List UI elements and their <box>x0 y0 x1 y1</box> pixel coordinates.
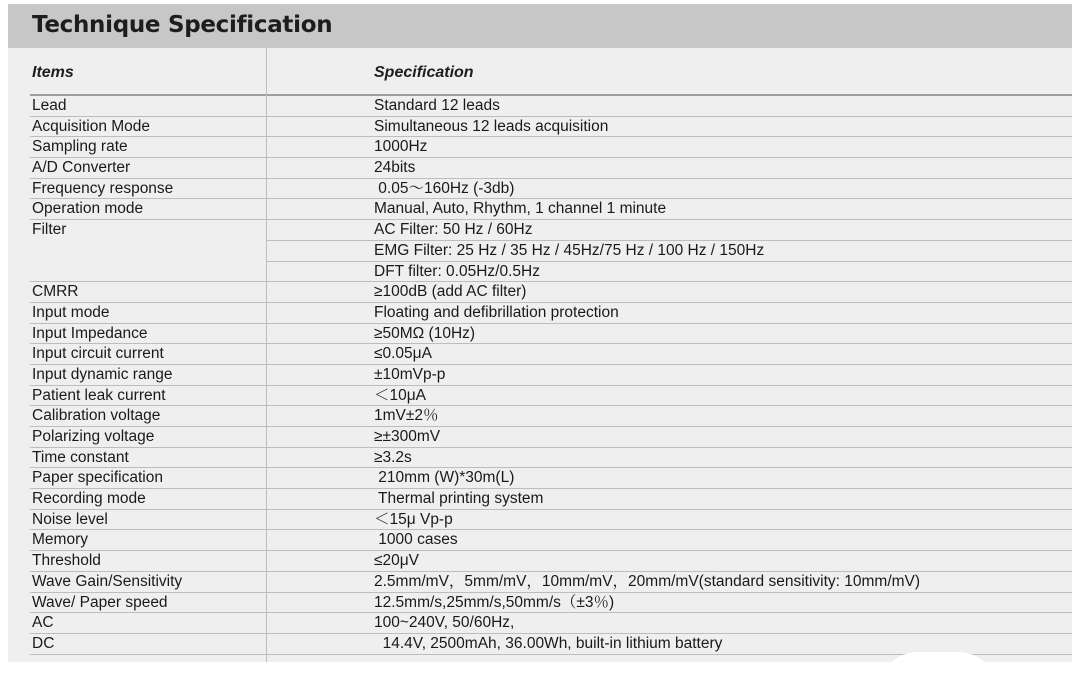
specification-value: AC Filter: 50 Hz / 60Hz <box>374 221 533 239</box>
specification-value: EMG Filter: 25 Hz / 35 Hz / 45Hz/75 Hz / 100 Hz / 150Hz <box>374 241 765 259</box>
specification-value: 14.4V, 2500mAh, 36.00Wh, built-in lithium battery <box>374 634 723 652</box>
table-row-line <box>8 199 1072 220</box>
table-row <box>8 448 1072 469</box>
table-row <box>8 593 1072 614</box>
item-label: Sampling rate <box>32 138 128 156</box>
specification-value: ≥100dB (add AC filter) <box>374 283 527 301</box>
table-row-line <box>8 530 1072 551</box>
table-row <box>8 613 1072 634</box>
item-label: A/D Converter <box>32 159 131 177</box>
specification-value: 1000Hz <box>374 138 428 156</box>
table-row <box>8 530 1072 551</box>
table-row-line <box>8 593 1072 614</box>
table-row-line <box>8 179 1072 200</box>
item-label: Input dynamic range <box>32 365 173 383</box>
spec-sheet <box>8 4 1072 662</box>
table-row <box>8 572 1072 593</box>
table-row-line <box>8 241 1072 262</box>
specification-value: 1000 cases <box>374 531 458 549</box>
specification-value: Floating and defibrillation protection <box>374 303 619 321</box>
table-row <box>8 303 1072 324</box>
table-row <box>8 220 1072 282</box>
table-row <box>8 427 1072 448</box>
table-row <box>8 282 1072 303</box>
table-row-line <box>8 262 1072 283</box>
table-row-line <box>8 613 1072 634</box>
table-row-line <box>8 489 1072 510</box>
table-row <box>8 324 1072 345</box>
item-label: AC <box>32 614 54 632</box>
specification-value: Manual, Auto, Rhythm, 1 channel 1 minute <box>374 200 667 218</box>
item-label: Acquisition Mode <box>32 117 151 135</box>
table-row <box>8 96 1072 117</box>
item-label: Time constant <box>32 448 129 466</box>
table-row-line <box>8 572 1072 593</box>
specification-value: ≥50MΩ (10Hz) <box>374 324 476 342</box>
table-row-line <box>8 282 1072 303</box>
table-row <box>8 137 1072 158</box>
table-row-line <box>8 137 1072 158</box>
item-label: Input mode <box>32 303 110 321</box>
item-label: Lead <box>32 97 67 114</box>
spec-table-body <box>8 96 1072 655</box>
title-bar <box>8 4 1072 48</box>
table-row <box>8 199 1072 220</box>
item-label: Noise level <box>32 510 108 528</box>
specification-value: 2.5mm/mV，5mm/mV，10mm/mV，20mm/mV(standard sensitivity: 10mm/mV) <box>374 572 921 590</box>
table-row <box>8 489 1072 510</box>
item-label: Operation mode <box>32 200 144 218</box>
table-row <box>8 386 1072 407</box>
row-divider <box>30 654 266 655</box>
specification-value: Simultaneous 12 leads acquisition <box>374 117 609 135</box>
corner-overlay <box>878 652 998 692</box>
table-row-line <box>8 406 1072 427</box>
specification-value: 210mm (W)*30m(L) <box>374 469 515 487</box>
item-label: DC <box>32 634 55 652</box>
table-row <box>8 365 1072 386</box>
table-row-line <box>8 220 1072 241</box>
specification-value: ≤0.05μA <box>374 345 432 363</box>
item-label: Threshold <box>32 552 101 570</box>
specification-value: DFT filter: 0.05Hz/0.5Hz <box>374 262 540 280</box>
table-row <box>8 551 1072 572</box>
item-label: Paper specification <box>32 469 163 487</box>
table-row-line <box>8 344 1072 365</box>
specification-value: Standard 12 leads <box>374 97 500 114</box>
item-label: Filter <box>32 221 67 239</box>
item-label: Recording mode <box>32 490 146 508</box>
item-label: Calibration voltage <box>32 407 161 425</box>
specification-value: ±10mVp-p <box>374 365 446 383</box>
table-row-line <box>8 468 1072 489</box>
table-row-line <box>8 551 1072 572</box>
table-row-line <box>8 427 1072 448</box>
table-row <box>8 510 1072 531</box>
specification-value: Thermal printing system <box>374 490 544 508</box>
specification-value: 100~240V, 50/60Hz, <box>374 614 515 632</box>
table-header <box>8 48 1072 94</box>
item-label: Frequency response <box>32 179 174 197</box>
item-label: Wave/ Paper speed <box>32 593 168 611</box>
item-label: Patient leak current <box>32 386 166 404</box>
table-row-line <box>8 510 1072 531</box>
item-label: Memory <box>32 531 88 549</box>
specification-value: 0.05～160Hz (-3db) <box>374 179 515 197</box>
specification-value: ≥3.2s <box>374 448 412 466</box>
table-row <box>8 406 1072 427</box>
item-label: Input circuit current <box>32 345 164 363</box>
table-row <box>8 468 1072 489</box>
table-row <box>8 158 1072 179</box>
table-row-line <box>8 386 1072 407</box>
specification-value: ＜15μ Vp-p <box>374 510 453 528</box>
table-row <box>8 179 1072 200</box>
table-row-line <box>8 96 1072 117</box>
table-row-line <box>8 158 1072 179</box>
specification-value: 1mV±2％ <box>374 407 439 425</box>
specification-column-header: Specification <box>374 64 474 81</box>
table-row-line <box>8 448 1072 469</box>
item-label: Wave Gain/Sensitivity <box>32 572 183 590</box>
table-row <box>8 344 1072 365</box>
specification-value: 12.5mm/s,25mm/s,50mm/s（±3％) <box>374 593 615 611</box>
item-label: CMRR <box>32 283 79 301</box>
page-title: Technique Specification <box>32 12 333 38</box>
specification-value: ＜10μA <box>374 386 427 404</box>
table-row-line <box>8 324 1072 345</box>
specification-value: ≤20μV <box>374 552 420 570</box>
specification-value: 24bits <box>374 159 416 177</box>
table-row <box>8 117 1072 138</box>
items-column-header: Items <box>32 64 74 81</box>
item-label: Input Impedance <box>32 324 148 342</box>
item-label: Polarizing voltage <box>32 428 155 445</box>
table-row-line <box>8 303 1072 324</box>
specification-value: ≥±300mV <box>374 428 441 445</box>
table-row-line <box>8 117 1072 138</box>
table-row-line <box>8 365 1072 386</box>
